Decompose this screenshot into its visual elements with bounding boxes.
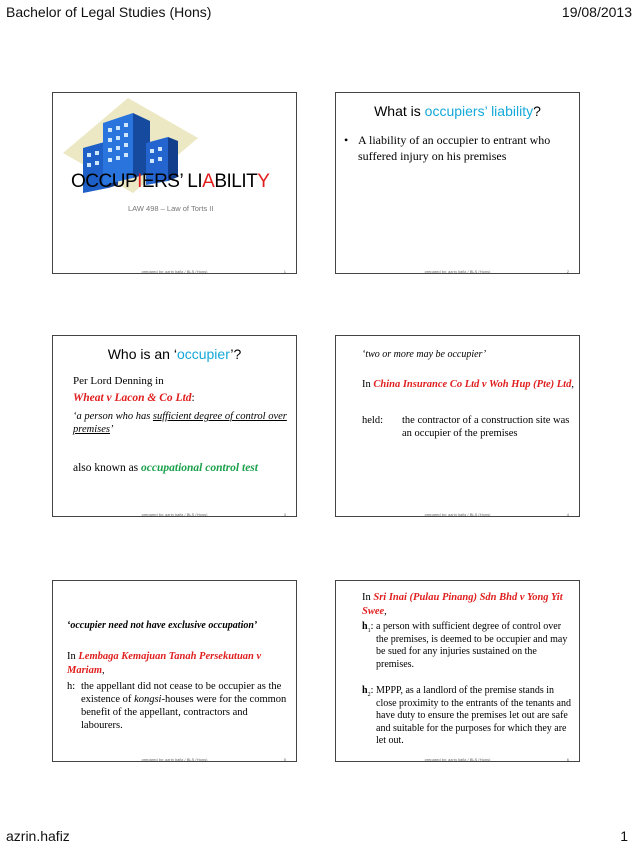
slide-number: 1 bbox=[283, 269, 286, 274]
slide-number: 4 bbox=[566, 512, 569, 517]
title-text: ’? bbox=[230, 346, 242, 362]
title-text: Who is an ‘ bbox=[107, 346, 177, 362]
slide-number: 2 bbox=[566, 269, 569, 274]
title-keyword: occupier bbox=[176, 346, 231, 362]
held-text-italic: kongsi bbox=[134, 694, 162, 705]
slide-1-subtitle: LAW 498 – Law of Torts II bbox=[128, 204, 214, 213]
slide-5-case bbox=[67, 650, 277, 678]
slide-footer: prepared by: azrin hafiz / BLS (Hons) bbox=[141, 757, 208, 762]
quote-underlined: sufficient degree of control over premises bbox=[73, 411, 287, 435]
held-label: $h_2$: bbox=[362, 685, 374, 698]
header-date: 19/08/2013 bbox=[561, 4, 632, 20]
held-sub: 1 bbox=[367, 628, 371, 634]
title-part: OCCUP bbox=[71, 171, 138, 192]
slide-4-case bbox=[362, 378, 574, 392]
case-in: In bbox=[67, 651, 79, 662]
title-part: Y bbox=[257, 171, 270, 192]
slide-footer: prepared by: azrin hafiz / BLS (Hons) bbox=[141, 512, 208, 517]
title-text: What is bbox=[374, 103, 425, 119]
case-punct: : bbox=[191, 392, 195, 404]
title-part: A bbox=[202, 171, 215, 192]
slide-3-title bbox=[53, 346, 296, 362]
quote-text: ’ bbox=[109, 424, 114, 435]
case-punct: , bbox=[102, 665, 105, 676]
title-keyword: occupiers’ liability bbox=[424, 103, 534, 119]
slide-footer: prepared by: azrin hafiz / BLS (Hons) bbox=[424, 512, 491, 517]
slide-footer: prepared by: azrin hafiz / BLS (Hons) bbox=[141, 269, 208, 274]
case-punct: , bbox=[571, 379, 574, 390]
slide-6-case bbox=[362, 591, 572, 619]
case-name: Wheat v Lacon & Co Ltd bbox=[73, 392, 192, 404]
held-h: h bbox=[362, 621, 368, 632]
quote-text: ‘a person who has bbox=[73, 411, 153, 422]
held-label: held: bbox=[362, 415, 383, 426]
slide-2 bbox=[335, 92, 580, 274]
slide-2-title bbox=[336, 103, 579, 119]
held-sub: 2 bbox=[367, 692, 371, 698]
slide-5 bbox=[52, 580, 297, 762]
slide-5-quote: ‘occupier need not have exclusive occupation’ bbox=[67, 620, 258, 631]
known-text: also known as bbox=[73, 462, 142, 474]
slide-3-case bbox=[73, 391, 195, 405]
slide-1 bbox=[52, 92, 297, 274]
case-name: China Insurance Co Ltd v Woh Hup (Pte) Ltd bbox=[373, 379, 572, 390]
title-text: ? bbox=[533, 103, 541, 119]
held-text: the contractor of a construction site was an occupier of the premises bbox=[402, 415, 570, 439]
held-text bbox=[81, 680, 287, 732]
held-label: h: bbox=[67, 681, 76, 692]
held-text-b: -houses were for the common benefit of the appellant, contractors and labourers. bbox=[81, 694, 287, 731]
slide-footer: prepared by: azrin hafiz / BLS (Hons) bbox=[424, 269, 491, 274]
case-name: Sri Inai (Pulau Pinang) Sdn Bhd v Yong Yit Swee bbox=[362, 592, 563, 617]
held-text-a: the appellant did not cease to be occupier as the existence of bbox=[81, 681, 282, 705]
held-text: a person with sufficient degree of control over the premises, is deemed to be occupier and may be sued for any injuries sustained on the premises. bbox=[376, 621, 568, 670]
slide-3-quote bbox=[73, 410, 288, 436]
slide-6-held-2 bbox=[362, 685, 574, 748]
slide-footer: prepared by: azrin hafiz / BLS (Hons) bbox=[424, 757, 491, 762]
slide-4-held bbox=[362, 414, 574, 440]
slide-number: 3 bbox=[283, 512, 286, 517]
slide-4-quote: ‘two or more may be occupier’ bbox=[362, 349, 487, 360]
slide-3-known bbox=[73, 461, 258, 475]
page-number: 1 bbox=[620, 828, 628, 844]
case-in: In bbox=[362, 592, 374, 603]
slide-2-text: A liability of an occupier to entrant who suffered injury on his premises bbox=[358, 133, 551, 163]
footer-author: azrin.hafiz bbox=[6, 828, 70, 844]
title-part: ERS’ LI bbox=[141, 171, 203, 192]
slide-2-bullet: • bbox=[344, 133, 349, 147]
header-title: Bachelor of Legal Studies (Hons) bbox=[6, 4, 212, 20]
case-in: In bbox=[362, 379, 374, 390]
test-name: occupational control test bbox=[141, 462, 258, 474]
slide-1-title bbox=[71, 171, 269, 193]
held-text: MPPP, as a landlord of the premise stands in close proximity to the entrants of the tenants and have duty to ensure the premises let out are safe and suitable for the purposes for which they are let out. bbox=[376, 685, 571, 746]
title-part: I bbox=[137, 171, 142, 192]
slide-4 bbox=[335, 335, 580, 517]
slide-3-line1: Per Lord Denning in bbox=[73, 375, 164, 387]
title-part: BILIT bbox=[214, 171, 258, 192]
slide-5-held bbox=[67, 680, 287, 732]
slide-3 bbox=[52, 335, 297, 517]
slide-number: 6 bbox=[566, 757, 569, 762]
held-label: $h_1$: bbox=[362, 621, 374, 634]
case-name: Lembaga Kemajuan Tanah Persekutuan v Mariam bbox=[67, 651, 262, 676]
slide-6 bbox=[335, 580, 580, 762]
held-h: h bbox=[362, 685, 368, 696]
slide-number: 5 bbox=[283, 757, 286, 762]
case-punct: , bbox=[384, 606, 387, 617]
slide-6-held-1 bbox=[362, 621, 574, 671]
